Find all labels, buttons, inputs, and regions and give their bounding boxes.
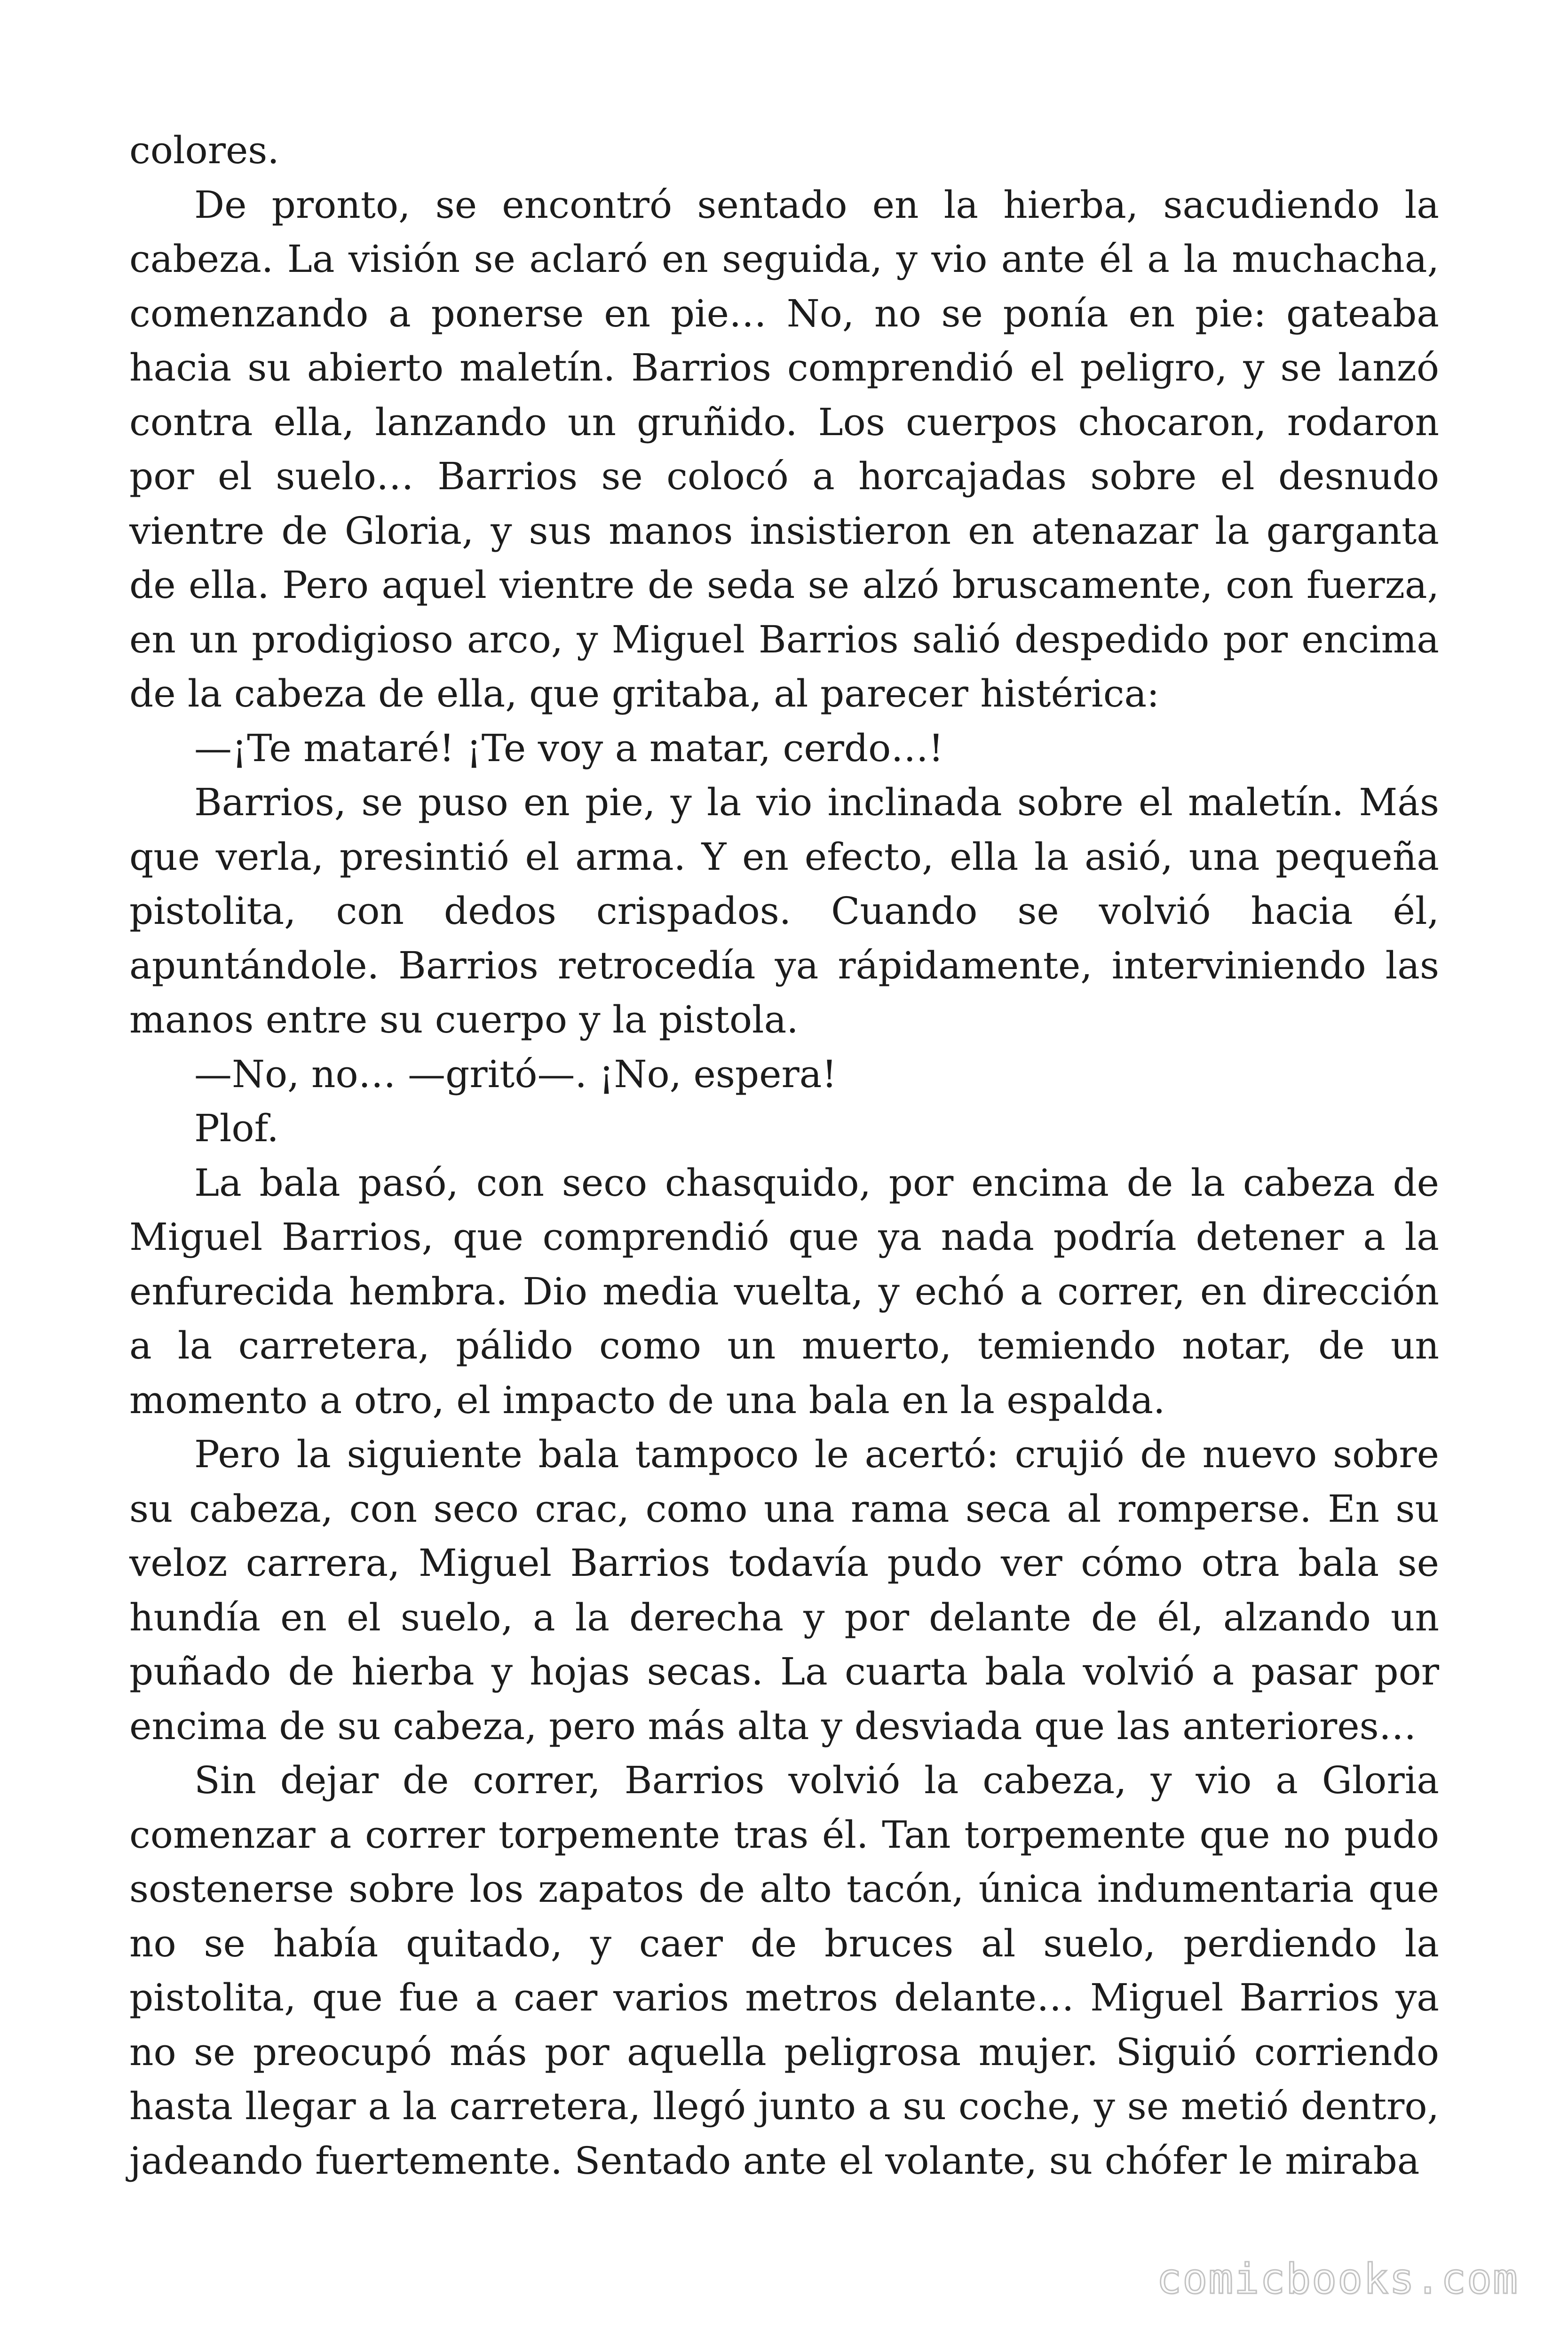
paragraph: Sin dejar de correr, Barrios volvió la cabeza, y vio a Gloria comenzar a correr torpemente tras él. Tan torpemente que no pudo sostenerse sobre los zapatos de alto tacón, única indumentaria que no se había quitado, y caer de bruces al suelo, perdiendo la pistolita, que fue a caer varios metros delante… Miguel Barrios ya no se preocupó más por aquella peligrosa mujer. Siguió corriendo hasta llegar a la carretera, llegó junto a su coche, y se metió dentro, jadeando fuertemente. Sentado ante el volante, su chófer le miraba bbox=[129, 1758, 1439, 2183]
page-text bbox=[129, 123, 1439, 2188]
watermark-text: comicbooks.com bbox=[1156, 2255, 1519, 2303]
paragraph: —No, no… —gritó—. ¡No, espera! bbox=[194, 1052, 837, 1096]
paragraph: Plof. bbox=[194, 1106, 279, 1150]
paragraph: La bala pasó, con seco chasquido, por encima de la cabeza de Miguel Barrios, que comprendió que ya nada podría detener a la enfurecida hembra. Dio media vuelta, y echó a correr, en dirección a la carretera, pálido como un muerto, temiendo notar, de un momento a otro, el impacto de una bala en la espalda. bbox=[129, 1160, 1439, 1422]
paragraph: Pero la siguiente bala tampoco le acertó: crujió de nuevo sobre su cabeza, con seco crac, como una rama seca al romperse. En su veloz carrera, Miguel Barrios todavía pudo ver cómo otra bala se hundía en el suelo, a la derecha y por delante de él, alzando un puñado de hierba y hojas secas. La cuarta bala volvió a pasar por encima de su cabeza, pero más alta y desviada que las anteriores… bbox=[129, 1432, 1439, 1748]
paragraph: colores. bbox=[129, 128, 279, 172]
paragraph: Barrios, se puso en pie, y la vio inclinada sobre el maletín. Más que verla, presintió el arma. Y en efecto, ella la asió, una pequeña pistolita, con dedos crispados. Cuando se volvió hacia él, apuntándole. Barrios retrocedía ya rápidamente, interviniendo las manos entre su cuerpo y la pistola. bbox=[129, 780, 1439, 1041]
paragraph: —¡Te mataré! ¡Te voy a matar, cerdo…! bbox=[194, 726, 944, 770]
paragraph: De pronto, se encontró sentado en la hierba, sacudiendo la cabeza. La visión se aclaró en seguida, y vio ante él a la muchacha, comenzando a ponerse en pie… No, no se ponía en pie: gateaba hacia su abierto maletín. Barrios comprendió el peligro, y se lanzó contra ella, lanzando un gruñido. Los cuerpos chocaron, rodaron por el suelo… Barrios se colocó a horcajadas sobre el desnudo vientre de Gloria, y sus manos insistieron en atenazar la garganta de ella. Pero aquel vientre de seda se alzó bruscamente, con fuerza, en un prodigioso arco, y Miguel Barrios salió despedido por encima de la cabeza de ella, que gritaba, al parecer histérica: bbox=[129, 183, 1439, 715]
